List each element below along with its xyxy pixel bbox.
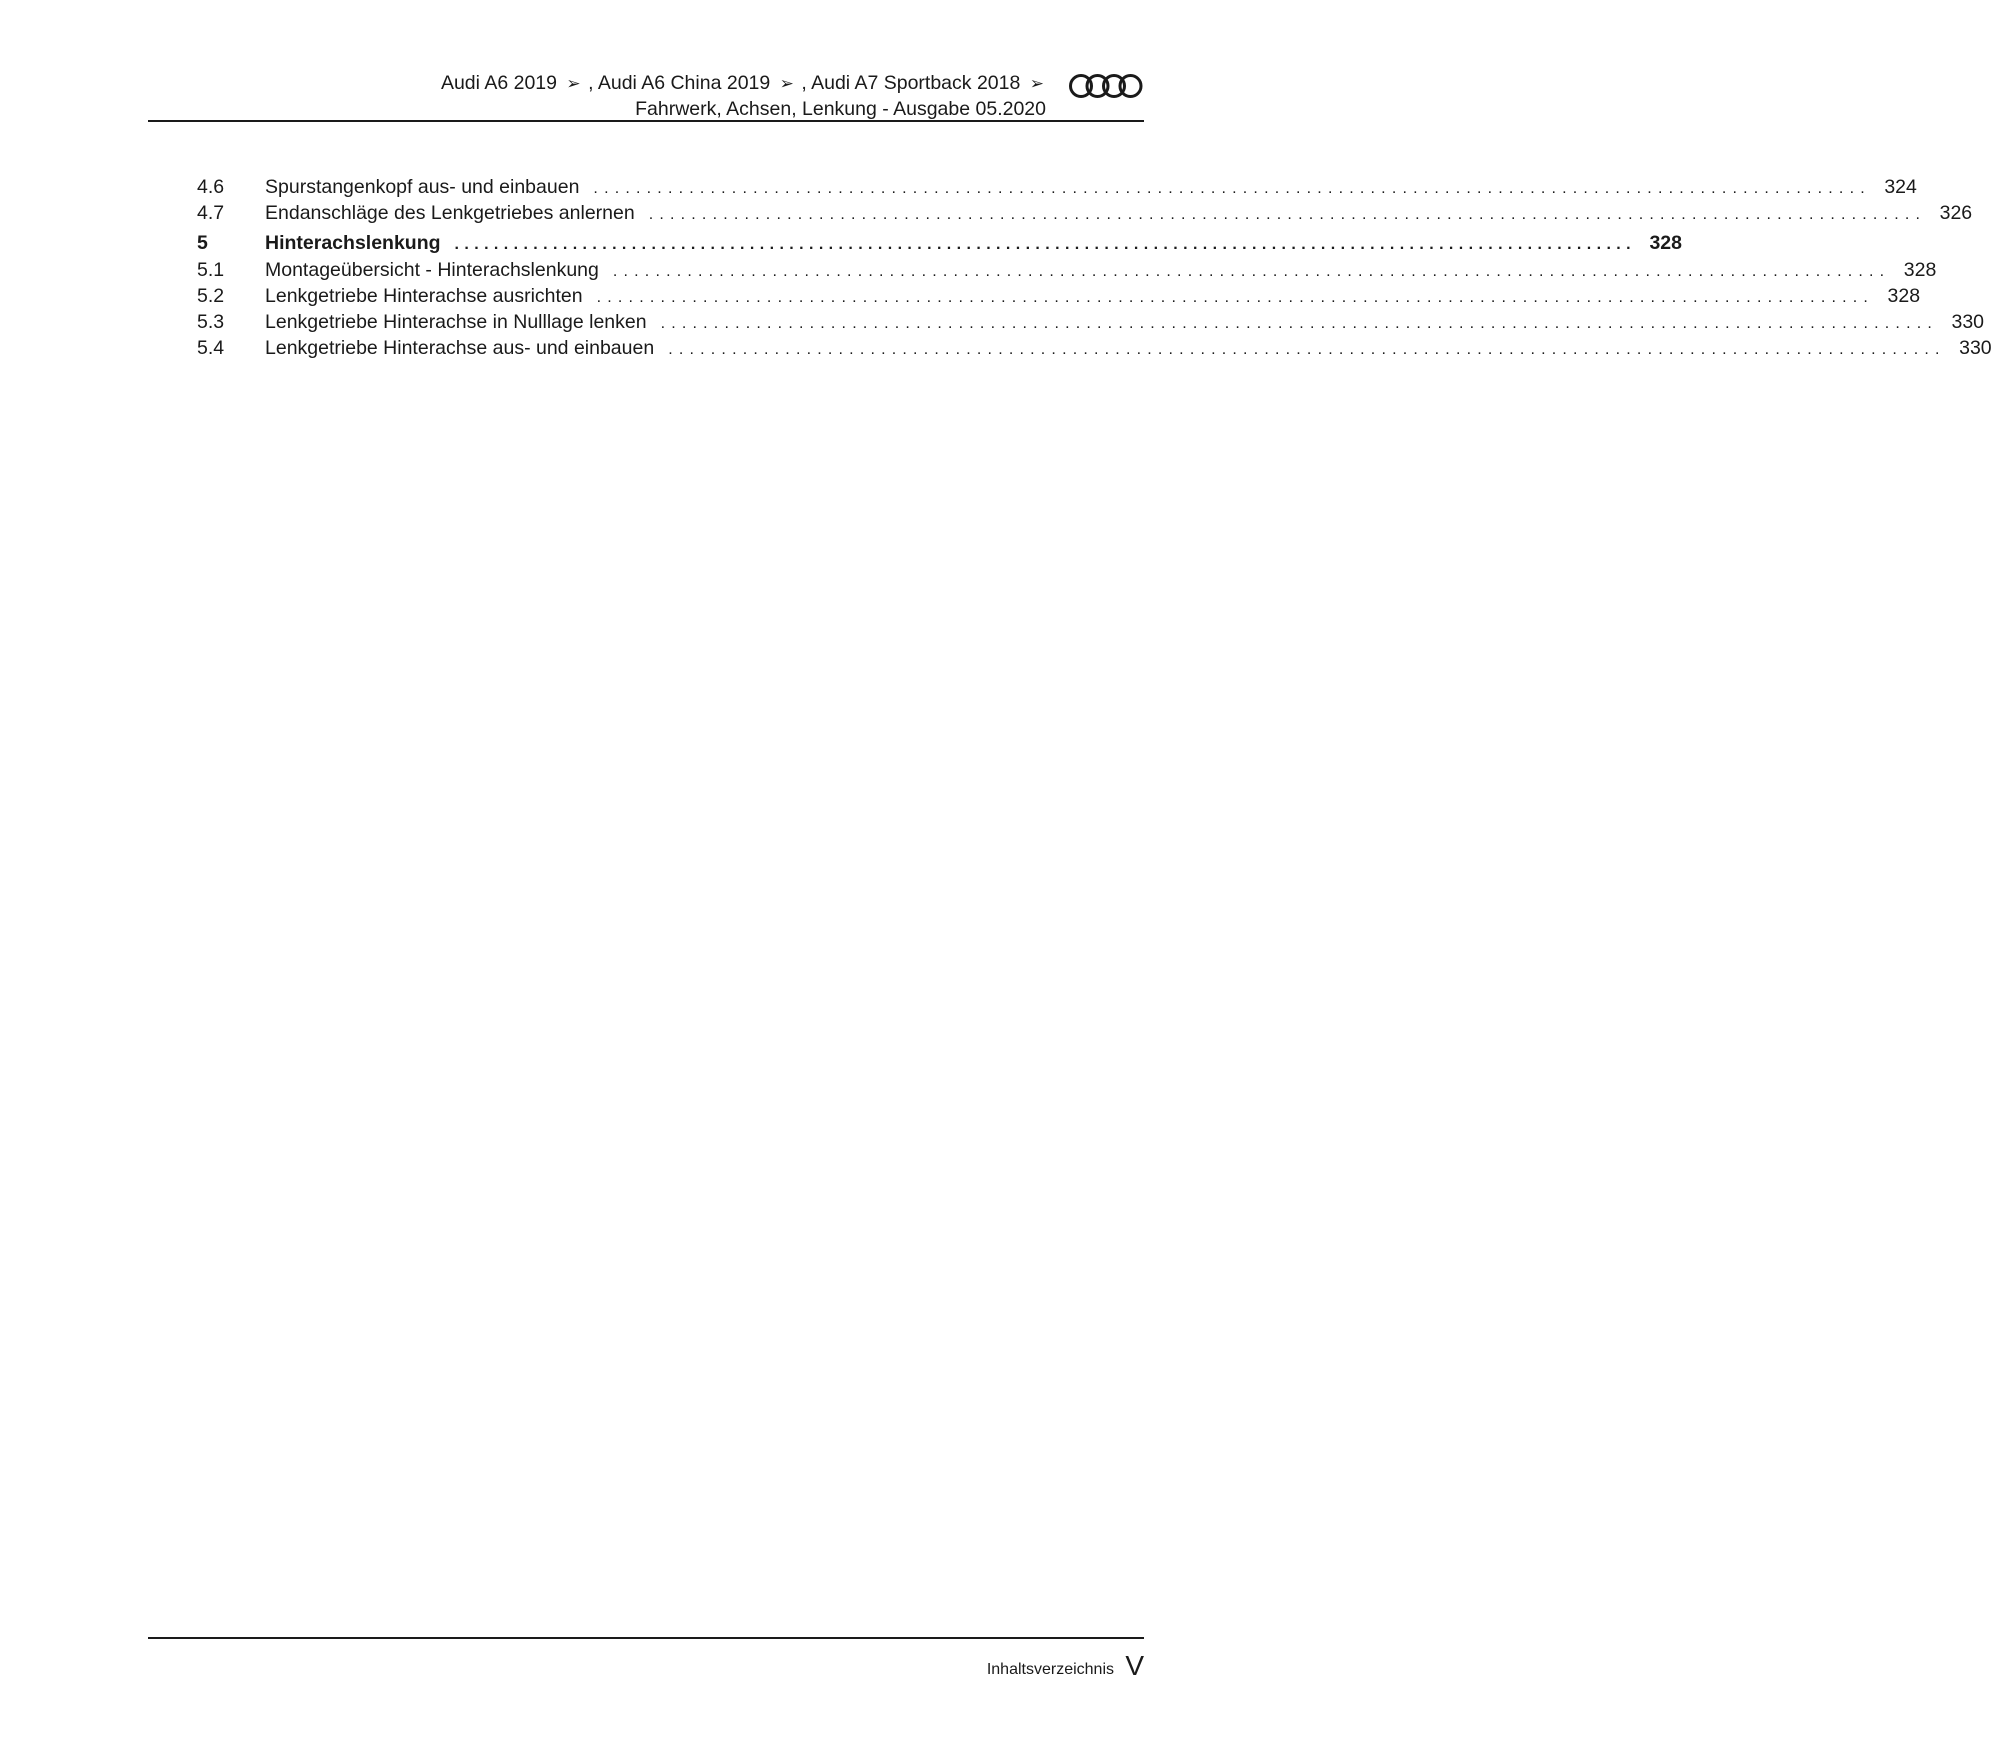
toc-entry-page: 330	[1959, 337, 1992, 359]
toc-entry-page: 328	[1649, 232, 1682, 254]
arrow-right-icon: ➢	[779, 74, 794, 93]
header-model-1: Audi A6 2019	[440, 72, 557, 94]
toc-dot-leader: ........................................................................................................................	[612, 263, 1891, 280]
toc-dot-leader: ........................................................................................................................	[593, 180, 1871, 197]
toc-entry-title: Lenkgetriebe Hinterachse in Nulllage lenken	[265, 311, 647, 333]
toc-entry[interactable]	[197, 174, 1917, 200]
toc-dot-leader: ........................................................................................................................	[454, 236, 1636, 253]
page-header	[148, 70, 1144, 122]
toc-entry-page: 330	[1951, 311, 1985, 333]
toc-entry[interactable]	[197, 335, 1992, 361]
toc-entry[interactable]	[197, 230, 1682, 257]
toc-entry-title: Montageübersicht - Hinterachslenkung	[265, 259, 599, 281]
toc-entry-number: 4.6	[197, 176, 225, 198]
arrow-right-icon: ➢	[566, 74, 581, 93]
four-rings-logo-icon	[1068, 73, 1144, 99]
toc-dot-leader: ........................................................................................................................	[596, 289, 1875, 306]
footer-divider	[148, 1637, 1144, 1639]
footer-section-label: Inhaltsverzeichnis	[986, 1661, 1114, 1678]
toc-entry-number: 5	[197, 232, 208, 254]
toc-entry-title: Lenkgetriebe Hinterachse aus- und einbauen	[265, 337, 655, 359]
header-subtitle: Fahrwerk, Achsen, Lenkung - Ausgabe 05.2020	[635, 98, 1046, 120]
toc-entry[interactable]	[197, 283, 1921, 309]
header-model-2: , Audi A6 China 2019	[588, 72, 771, 94]
toc-entry-page: 328	[1903, 259, 1937, 281]
toc-entry-number: 5.3	[197, 311, 225, 333]
toc-entry-number: 5.4	[197, 337, 225, 359]
toc-entry[interactable]	[197, 200, 1973, 226]
header-model-line	[441, 72, 1046, 95]
toc-entry[interactable]	[197, 309, 1985, 335]
toc-entry[interactable]	[197, 257, 1937, 283]
toc-dot-leader: ........................................................................................................................	[668, 341, 1946, 358]
arrow-right-icon: ➢	[1029, 74, 1044, 93]
footer-page-number: V	[1125, 1650, 1144, 1681]
header-divider	[148, 120, 1144, 122]
toc-dot-leader: ........................................................................................................................	[660, 315, 1939, 332]
toc-entry-page: 324	[1884, 176, 1917, 198]
toc-entry-title: Spurstangenkopf aus- und einbauen	[265, 176, 580, 198]
toc-entry-number: 5.1	[197, 259, 225, 281]
toc-entry-title: Hinterachslenkung	[265, 232, 441, 254]
toc-entry-number: 5.2	[197, 285, 225, 307]
toc-entry-title: Lenkgetriebe Hinterachse ausrichten	[265, 285, 583, 307]
toc-entry-number: 4.7	[197, 202, 225, 224]
toc-entry-page: 328	[1887, 285, 1921, 307]
header-model-3: , Audi A7 Sportback 2018	[801, 72, 1021, 94]
table-of-contents	[197, 174, 1992, 361]
toc-entry-title: Endanschläge des Lenkgetriebes anlernen	[265, 202, 635, 224]
toc-dot-leader: ........................................................................................................................	[648, 206, 1927, 223]
toc-entry-page: 326	[1939, 202, 1973, 224]
